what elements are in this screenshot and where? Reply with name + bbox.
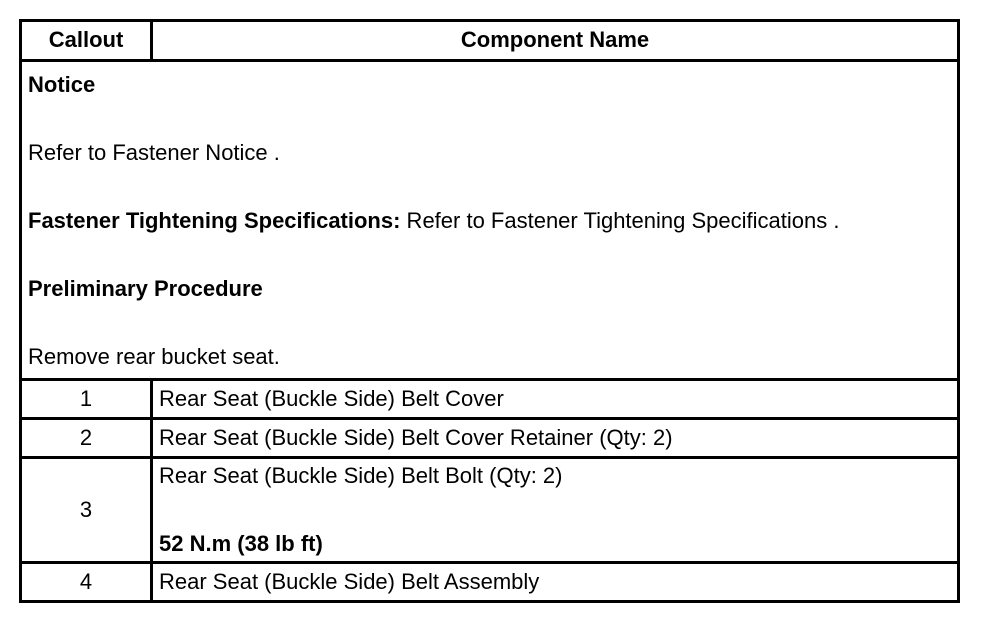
table-row	[21, 458, 959, 563]
callout-column-header: Callout	[21, 21, 152, 61]
component-name-cell	[152, 458, 959, 563]
callout-number: 3	[21, 458, 152, 563]
callout-number: 2	[21, 419, 152, 458]
specifications-line	[28, 204, 951, 238]
component-name: Rear Seat (Buckle Side) Belt Bolt (Qty: 2)	[159, 463, 563, 488]
component-name: Rear Seat (Buckle Side) Belt Assembly	[152, 563, 959, 602]
notes-cell	[21, 61, 959, 380]
notes-row	[21, 61, 959, 380]
callout-number: 4	[21, 563, 152, 602]
component-table	[19, 19, 960, 603]
preliminary-procedure-heading: Preliminary Procedure	[28, 276, 263, 301]
table-header-row	[21, 21, 959, 61]
torque-specification: 52 N.m (38 lb ft)	[159, 531, 323, 556]
specifications-label: Fastener Tightening Specifications:	[28, 208, 401, 233]
notice-text: Refer to Fastener Notice .	[28, 140, 280, 165]
callout-number: 1	[21, 380, 152, 419]
notice-heading: Notice	[28, 72, 96, 97]
component-name: Rear Seat (Buckle Side) Belt Cover	[152, 380, 959, 419]
component-name-column-header: Component Name	[152, 21, 959, 61]
table-row	[21, 563, 959, 602]
table-row	[21, 380, 959, 419]
table-row	[21, 419, 959, 458]
preliminary-procedure-text: Remove rear bucket seat.	[28, 344, 280, 369]
specifications-text: Refer to Fastener Tightening Specifications .	[400, 208, 840, 233]
component-name: Rear Seat (Buckle Side) Belt Cover Retainer (Qty: 2)	[152, 419, 959, 458]
